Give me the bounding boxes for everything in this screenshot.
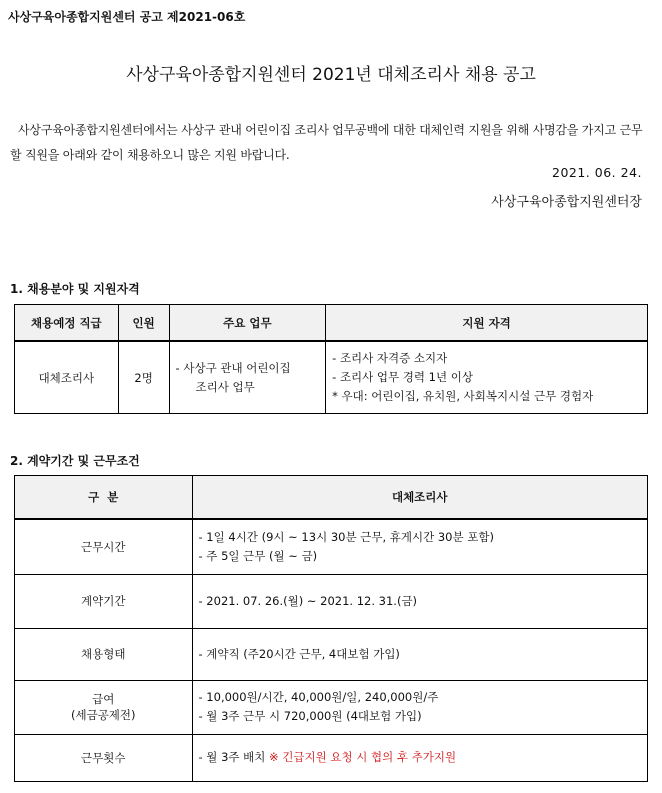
row-line: - 계약직 (주20시간 근무, 4대보험 가입)	[198, 646, 400, 661]
section1-heading: 1. 채용분야 및 지원자격	[10, 282, 140, 296]
notice-date: 2021. 06. 24.	[552, 165, 642, 180]
header-position: 채용예정 직급	[15, 305, 119, 342]
row-content	[192, 680, 648, 734]
row-label: 계약기간	[15, 574, 193, 628]
qualification-line: * 우대: 어린이집, 유치원, 사회복지시설 근무 경험자	[332, 389, 594, 403]
row-content	[192, 519, 648, 574]
table-row	[15, 574, 648, 628]
row-label: 근무횟수	[15, 734, 193, 781]
position-cell: 대체조리사	[15, 341, 119, 414]
row-label: 채용형태	[15, 628, 193, 680]
table-row	[15, 680, 648, 734]
emphasis-note: ※ 긴급지원 요청 시 협의 후 추가지원	[269, 750, 457, 764]
header-category: 구 분	[15, 476, 193, 520]
table-row	[15, 341, 648, 414]
notice-number: 사상구육아종합지원센터 공고 제2021-06호	[8, 10, 246, 24]
row-content	[192, 574, 648, 628]
table-row	[15, 519, 648, 574]
page-title: 사상구육아종합지원센터 2021년 대체조리사 채용 공고	[126, 65, 536, 85]
row-line: - 월 3주 근무 시 720,000원 (4대보험 가입)	[198, 709, 422, 723]
row-line: - 2021. 07. 26.(월) ~ 2021. 12. 31.(금)	[198, 593, 418, 608]
table-row	[15, 734, 648, 781]
conditions-table	[14, 475, 648, 782]
header-qualification: 지원 자격	[326, 305, 648, 342]
row-label: 근무시간	[15, 519, 193, 574]
issuer-name: 사상구육아종합지원센터장	[491, 195, 642, 210]
row-content	[192, 628, 648, 680]
qualification-cell	[326, 341, 648, 414]
row-label-line: 급여	[92, 692, 115, 706]
recruitment-table	[14, 304, 648, 414]
qualification-line: - 조리사 업무 경력 1년 이상	[332, 370, 473, 384]
row-line: - 월 3주 배치	[198, 750, 270, 764]
row-line: - 10,000원/시간, 40,000원/일, 240,000원/주	[198, 690, 439, 704]
count-cell: 2명	[118, 341, 169, 414]
qualification-line: - 조리사 자격증 소지자	[332, 351, 448, 365]
row-label	[15, 680, 193, 734]
row-line: - 1일 4시간 (9시 ~ 13시 30분 근무, 휴게시간 30분 포함)	[198, 529, 494, 544]
section2-heading: 2. 계약기간 및 근무조건	[10, 454, 140, 468]
row-label-line: (세금공제전)	[70, 708, 136, 722]
row-content	[192, 734, 648, 781]
table-row	[15, 628, 648, 680]
header-duty: 주요 업무	[169, 305, 326, 342]
duty-line: 조리사 업무	[195, 379, 255, 394]
header-count: 인원	[118, 305, 169, 342]
intro-paragraph: 사상구육아종합지원센터에서는 사상구 관내 어린이집 조리사 업무공백에 대한 대체인력 지원을 위해 사명감을 가지고 근무할 직원을 아래와 같이 채용하오니 많은 지원 바랍니다.	[10, 123, 643, 162]
duty-line: - 사상구 관내 어린이집	[175, 360, 291, 375]
duty-cell	[169, 341, 326, 414]
row-line: - 주 5일 근무 (월 ~ 금)	[198, 548, 318, 563]
header-substitute-cook: 대체조리사	[192, 476, 648, 520]
